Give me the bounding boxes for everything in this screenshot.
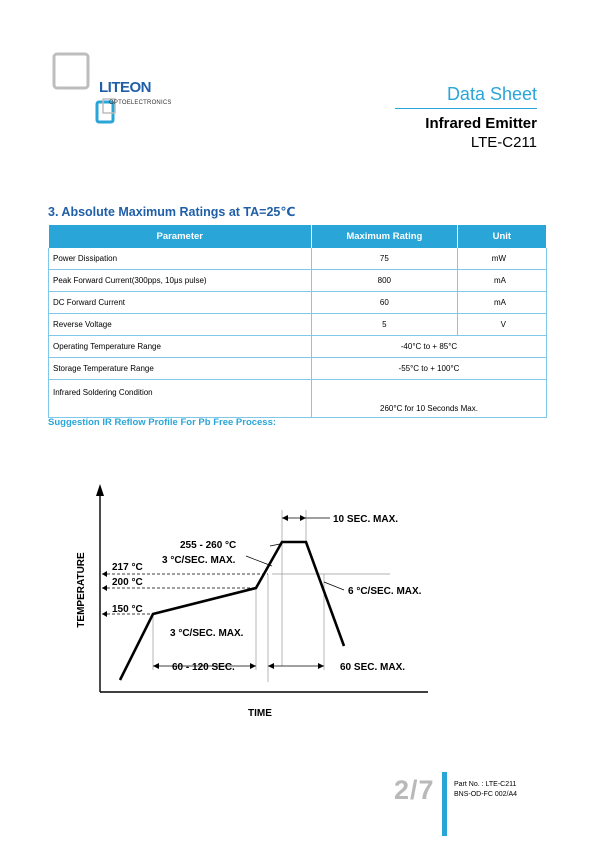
cell-rating: 75 (311, 248, 457, 270)
dim-arrow-icon (250, 663, 256, 669)
brand-name: LITEON (99, 79, 151, 96)
section-title: 3. Absolute Maximum Ratings at TA=25℃ (48, 205, 296, 219)
table-row (49, 314, 547, 336)
cell-parameter: DC Forward Current (49, 292, 312, 314)
cell-unit: mA (457, 270, 546, 292)
reflow-profile-caption: Suggestion IR Reflow Profile For Pb Free Process: (48, 417, 277, 428)
arrow-150-icon (102, 611, 107, 617)
label-peak-time: 10 SEC. MAX. (333, 514, 399, 525)
cell-parameter: Infrared Soldering Condition (49, 380, 312, 418)
column-header-parameter: Parameter (49, 225, 312, 248)
dim-arrow-icon (318, 663, 324, 669)
cell-unit: mA (457, 292, 546, 314)
label-peak-temp: 255 - 260 °C (180, 540, 237, 551)
label-ramp-pre: 3 °C/SEC. MAX. (170, 628, 244, 639)
company-logo-icon (52, 52, 92, 92)
footer-part-number: Part No. : LTE-C211 (454, 781, 517, 788)
header-divider (395, 108, 537, 109)
column-header-unit: Unit (457, 225, 546, 248)
footer-accent-bar (442, 772, 447, 836)
arrow-217-icon (102, 571, 107, 577)
part-number: LTE-C211 (470, 134, 537, 151)
ratings-table (48, 225, 547, 418)
y-axis-arrow-icon (96, 484, 104, 496)
dim-arrow-icon (153, 663, 159, 669)
leader-line (246, 556, 272, 566)
cell-parameter: Storage Temperature Range (49, 358, 312, 380)
cell-rating: -40°C to + 85°C (311, 336, 546, 358)
label-150: 150 °C (112, 604, 143, 615)
footer-doc-number: BNS-OD-FC 002/A4 (454, 791, 518, 798)
table-row (49, 380, 547, 418)
table-row (49, 336, 547, 358)
cell-parameter: Operating Temperature Range (49, 336, 312, 358)
brand-subtitle: OPTOELECTRONICS (109, 100, 172, 106)
cell-parameter: Peak Forward Current(300pps, 10μs pulse) (49, 270, 312, 292)
table-row (49, 358, 547, 380)
cell-rating: 800 (311, 270, 457, 292)
datasheet-title: Data Sheet (446, 84, 537, 104)
arrow-200-icon (102, 585, 107, 591)
dim-arrow-icon (268, 663, 274, 669)
cell-unit: V (457, 314, 546, 336)
product-name: Infrared Emitter (425, 115, 537, 132)
cell-rating: 260°C for 10 Seconds Max. (311, 380, 546, 418)
leader-line (324, 582, 344, 590)
cell-rating: -55°C to + 100°C (311, 358, 546, 380)
reflow-profile-diagram (60, 470, 450, 730)
cell-rating: 60 (311, 292, 457, 314)
table-row (49, 292, 547, 314)
dim-arrow-icon (300, 515, 306, 521)
label-above-time: 60 SEC. MAX. (340, 662, 406, 673)
table-row (49, 248, 547, 270)
label-soak-time: 60 - 120 SEC. (172, 662, 235, 673)
label-ramp-up: 3 °C/SEC. MAX. (162, 555, 236, 566)
label-200: 200 °C (112, 577, 143, 588)
x-axis-label: TIME (248, 708, 272, 719)
page-number: 2/7 (394, 775, 435, 805)
dim-arrow-icon (282, 515, 288, 521)
cell-unit: mW (457, 248, 546, 270)
column-header-rating: Maximum Rating (311, 225, 457, 248)
label-ramp-down: 6 °C/SEC. MAX. (348, 586, 422, 597)
cell-rating: 5 (311, 314, 457, 336)
cell-parameter: Power Dissipation (49, 248, 312, 270)
table-row (49, 270, 547, 292)
y-axis-label: TEMPERATURE (76, 552, 87, 628)
table-header-row (49, 225, 547, 248)
label-217: 217 °C (112, 562, 143, 573)
cell-parameter: Reverse Voltage (49, 314, 312, 336)
